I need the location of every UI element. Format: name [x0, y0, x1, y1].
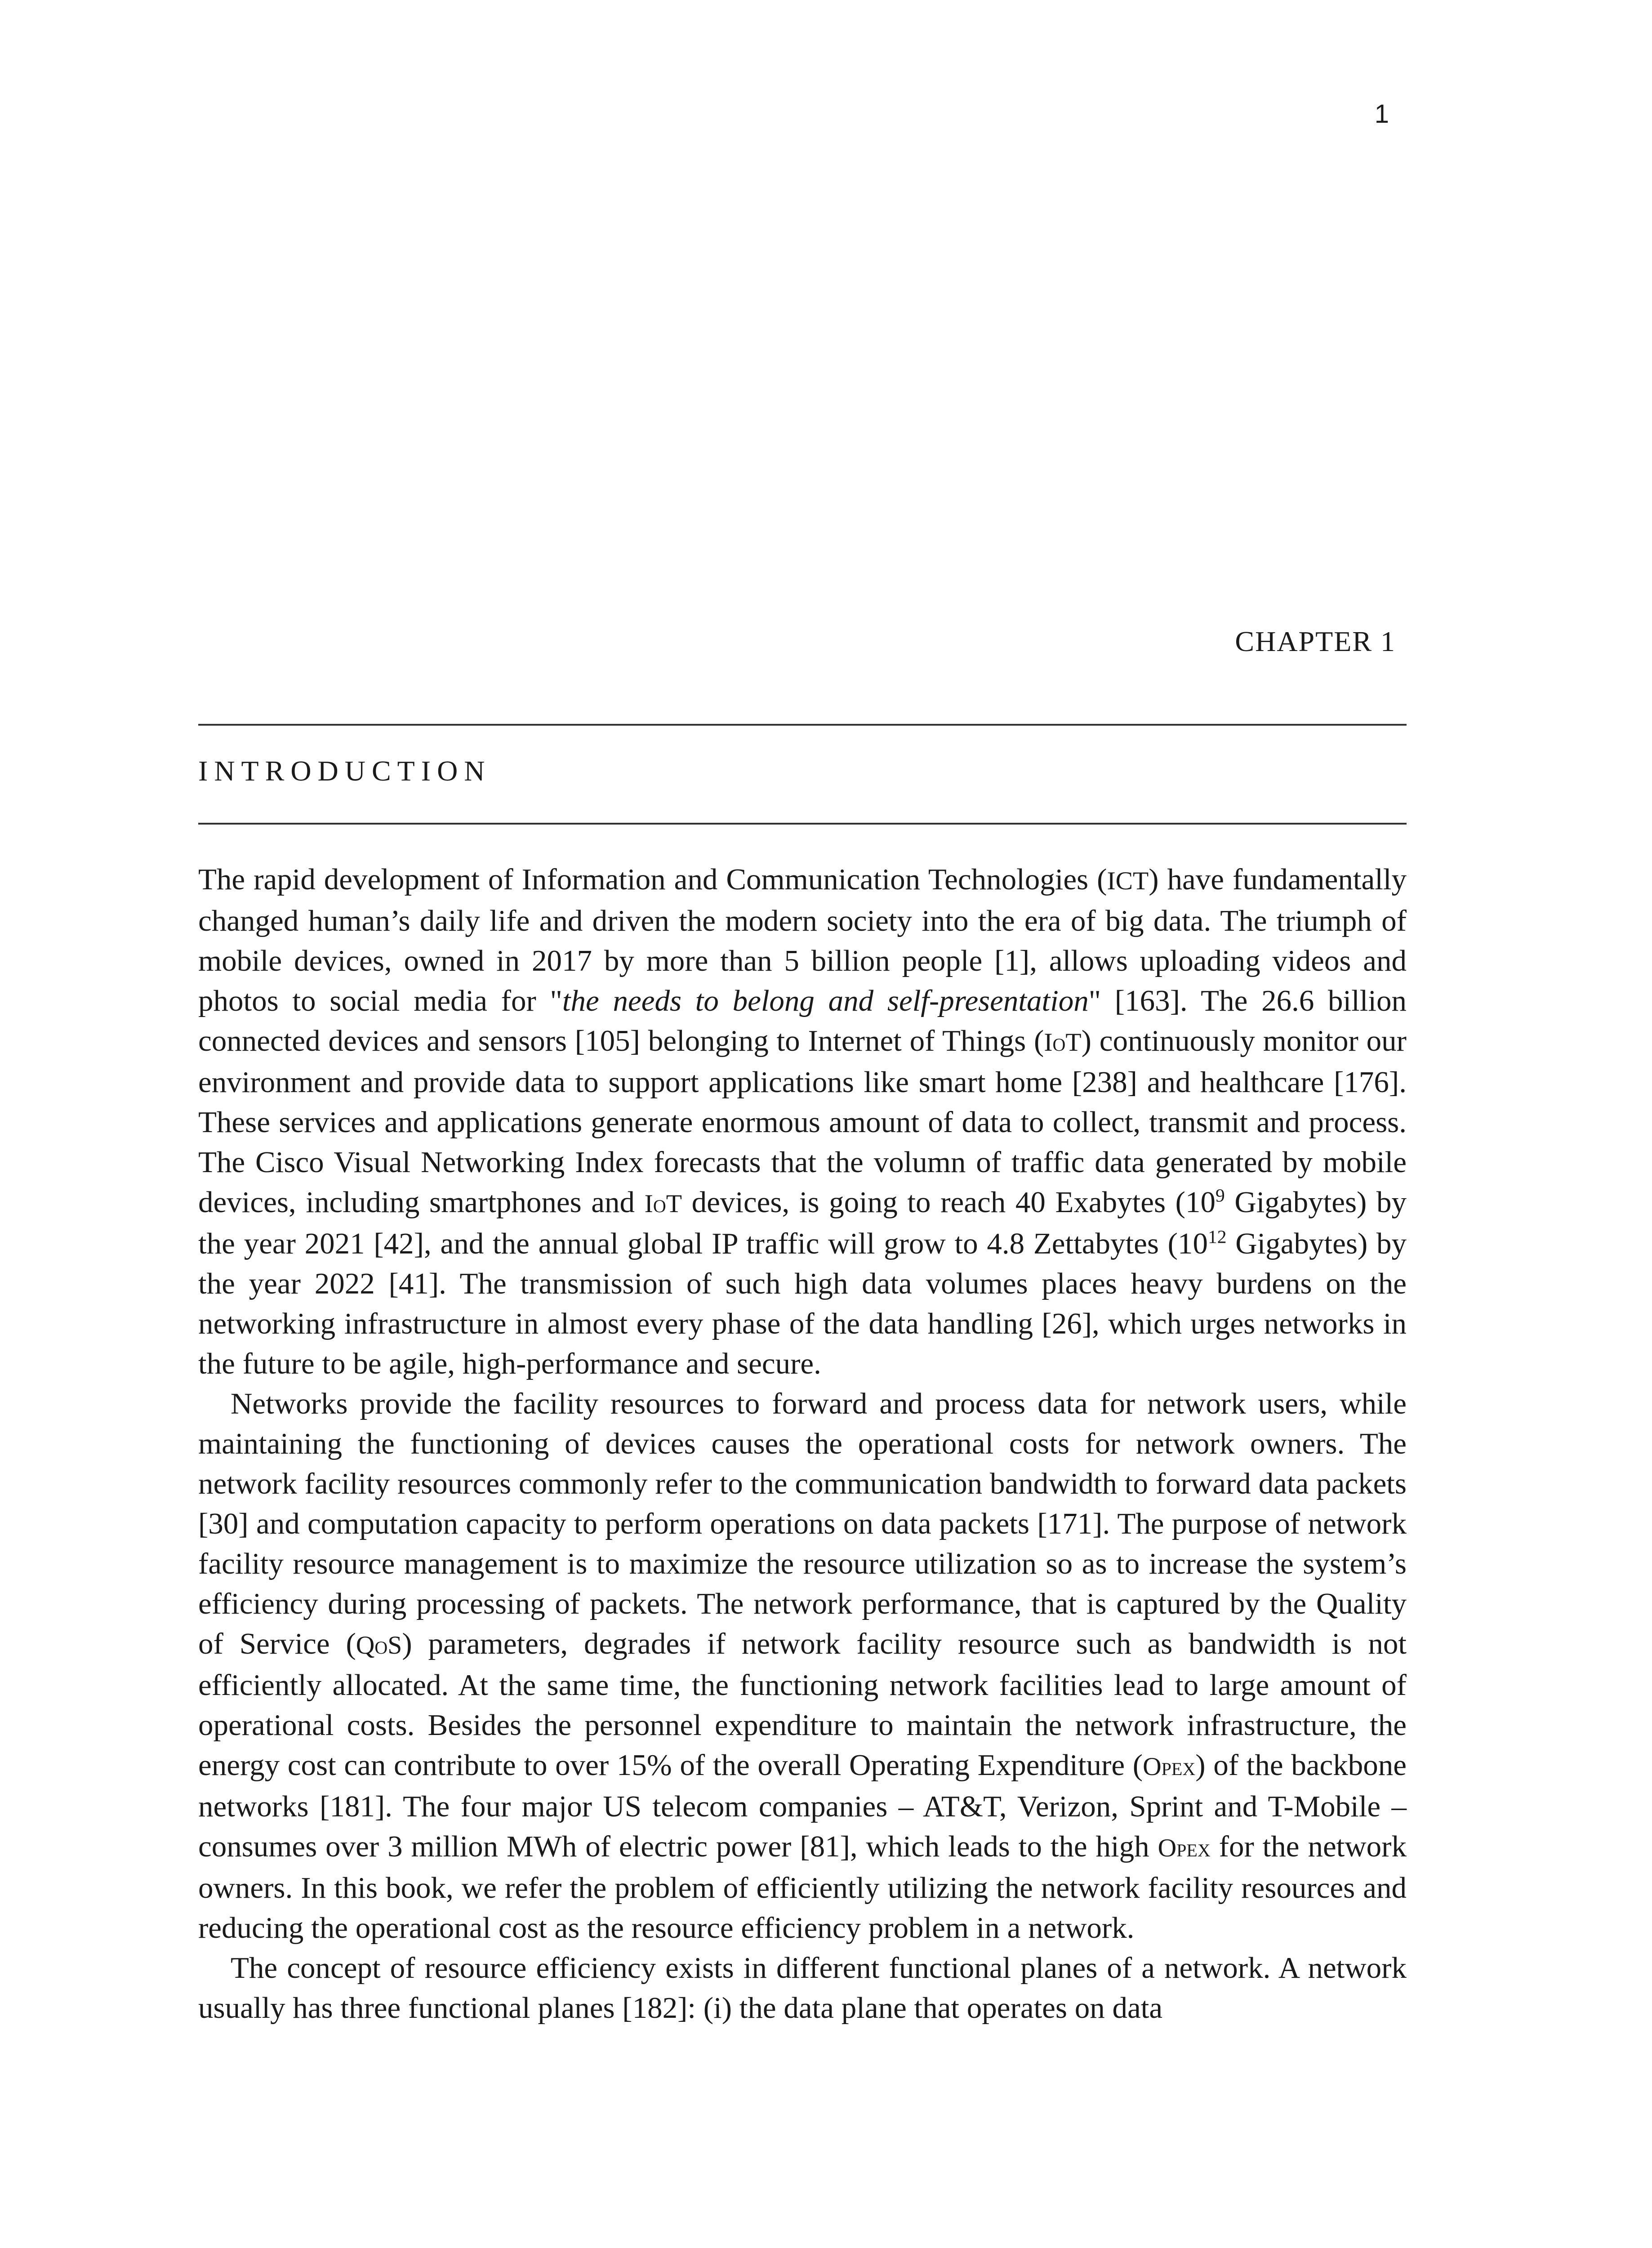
paragraph-resources — [198, 1384, 1407, 1948]
chapter-title: INTRODUCTION — [198, 755, 491, 787]
exponent: 9 — [1216, 1185, 1225, 1206]
body-text — [198, 860, 1407, 2028]
acronym-iot: IoT — [644, 1190, 682, 1218]
text-run: for the network owners. In this book, we refer the problem of efficiently utilizing the network facility resources and reducing the operational cost as the resource efficiency problem in a network. — [198, 1830, 1407, 1945]
acronym-qos: QoS — [356, 1631, 402, 1659]
page-number: 1 — [1374, 99, 1389, 129]
bottom-rule — [198, 823, 1407, 825]
text-run: The concept of resource efficiency exists in different functional planes of a network. A network usually has three functional planes [182]: (i) the data plane that operates on data — [198, 1951, 1407, 2025]
text-run: ) continuously monitor our environment and provide data to support applications like smart home [238] and healthcare [176]. These services and applications generate enormous amount of data to collect, transmit and process. The Cisco Visual Networking Index forecasts that the volumn of traffic data generated by mobile devices, including smartphones and — [198, 1024, 1407, 1219]
paragraph-planes — [198, 1948, 1407, 2028]
text-run: Gigabytes) by the year 2022 [41]. The transmission of such high data volumes places heavy burdens on the networking infrastructure in almost every phase of the data handling [26], which urges networks in the future to be agile, high-performance and secure. — [198, 1227, 1407, 1380]
text-run: ) of the backbone networks [181]. The four major US telecom companies – AT&T, Verizon, Sprint and T-Mobile – consumes over 3 million MWh of electric power [81], which leads to the high — [198, 1748, 1407, 1863]
quoted-phrase: the needs to belong and self-presentation — [562, 984, 1089, 1017]
text-run: devices, is going to reach 40 Exabytes (10 — [681, 1186, 1216, 1219]
text-run: The rapid development of Information and Communication Technologies ( — [198, 863, 1107, 896]
paragraph-ict — [198, 860, 1407, 1384]
chapter-label: CHAPTER 1 — [1235, 625, 1396, 657]
text-run: Gigabytes) by the year 2021 [42], and the annual global IP traffic will grow to 4.8 Zettabytes (10 — [198, 1186, 1407, 1260]
text-run: " [163]. The 26.6 billion connected devices and sensors [105] belonging to Internet of Things ( — [198, 984, 1407, 1057]
text-run: Networks provide the facility resources to forward and process data for network users, while maintaining the functioning of devices causes the operational costs for network owners. The network facility resources commonly refer to the communication bandwidth to forward data packets [30] and computation capacity to perform operations on data packets [171]. The purpose of network facility resource management is to maximize the resource utilization so as to increase the system’s efficiency during processing of packets. The network performance, that is captured by the Quality of Service ( — [198, 1387, 1407, 1660]
exponent: 12 — [1208, 1226, 1227, 1247]
acronym-opex: Opex — [1143, 1753, 1196, 1781]
acronym-ict: ICT — [1107, 867, 1149, 895]
top-rule — [198, 724, 1407, 726]
acronym-opex: Opex — [1158, 1834, 1211, 1862]
text-run: ) parameters, degrades if network facility resource such as bandwidth is not efficiently allocated. At the same time, the functioning network facilities lead to large amount of operational costs. Besides the personnel expenditure to maintain the network infrastructure, the energy cost can contribute to over 15% of the overall Operating Expenditure ( — [198, 1627, 1407, 1782]
acronym-iot: IoT — [1044, 1028, 1082, 1057]
text-run: ) have fundamentally changed human’s daily life and driven the modern society into the era of big data. The triumph of mobile devices, owned in 2017 by more than 5 billion people [1], allows uploading videos and photos to social media for " — [198, 863, 1407, 1017]
